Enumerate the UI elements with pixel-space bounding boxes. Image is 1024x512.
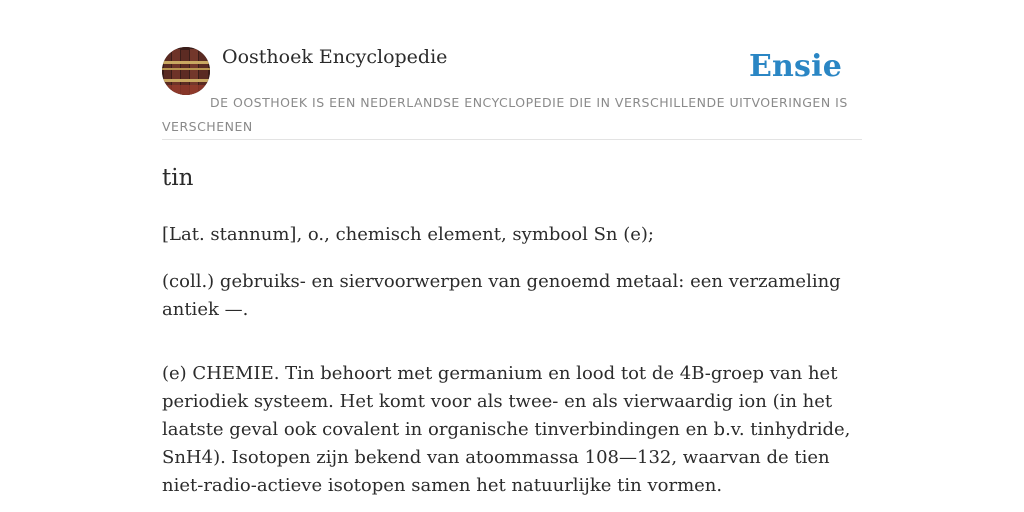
definition-paragraph: (e) CHEMIE. Tin behoort met germanium en lood tot de 4B-groep van het periodiek systeem. Het komt voor als twee- en als vierwaardig ion (in het laatste geval ook covalent in organische tinverbindingen en b.v. tinhydride, SnH4). Isotopen zijn bekend van atoommassa 108—132, waarvan de tien niet-radio-actieve isotopen samen het natuurlijke tin vormen. (162, 363, 851, 496)
header (162, 40, 862, 140)
entry-content (162, 158, 862, 512)
book-spines-icon (162, 47, 210, 95)
definition-paragraph: [Lat. stannum], o., chemisch element, symbool Sn (e); (162, 224, 654, 245)
source-title-link[interactable]: Oosthoek Encyclopedie (222, 46, 448, 68)
definition-paragraph: (coll.) gebruiks- en siervoorwerpen van genoemd metaal: een verzameling antiek —. (162, 271, 841, 320)
brand-logo[interactable]: Ensie (748, 49, 842, 84)
page-title: tin (162, 165, 194, 191)
source-description: DE OOSTHOEK IS EEN NEDERLANDSE ENCYCLOPEDIE DIE IN VERSCHILLENDE UITVOERINGEN IS VERSCHENEN (162, 95, 848, 134)
avatar[interactable] (162, 47, 210, 95)
